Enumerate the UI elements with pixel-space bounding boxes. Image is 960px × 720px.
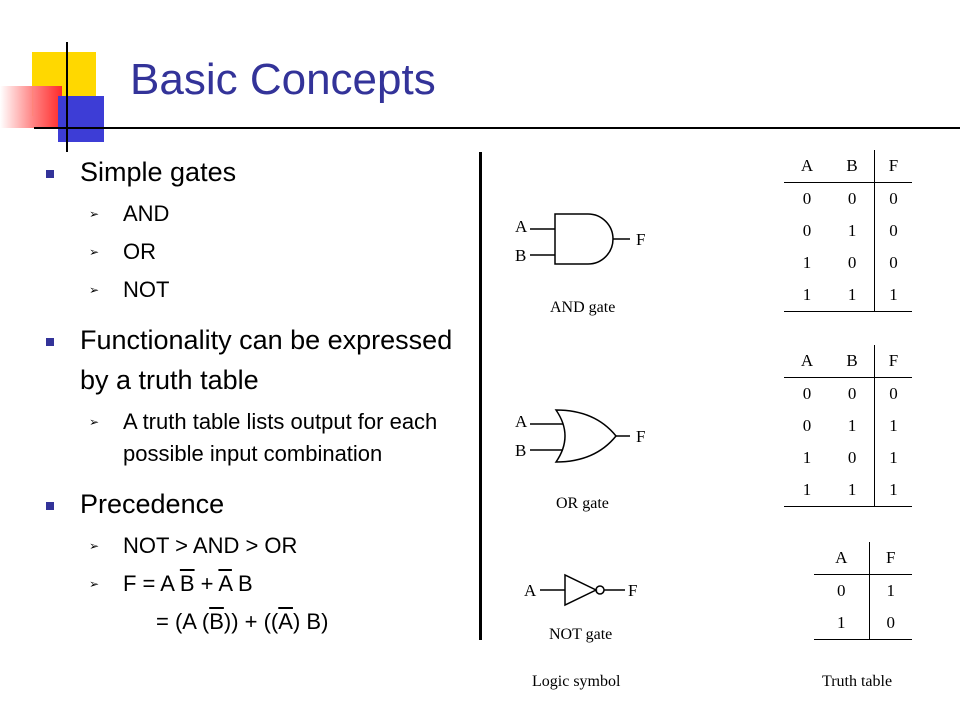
- expr-b-complement: $\overline{B}$: [209, 609, 224, 634]
- or-gate-symbol: [530, 410, 630, 462]
- truth-table-caption: Truth table: [822, 673, 893, 690]
- table-header: F: [875, 345, 912, 378]
- and-gate-caption: AND gate: [550, 299, 616, 316]
- expr-b-complement: $\overline{B}$: [179, 571, 195, 596]
- table-cell: 1: [875, 410, 912, 442]
- table-cell: 0: [837, 581, 846, 600]
- not-truth-table: [814, 542, 912, 640]
- table-cell: 0: [875, 378, 912, 411]
- arrow-bullet-icon: ➢: [89, 207, 100, 221]
- table-row: [784, 474, 912, 507]
- and-output-f: F: [636, 230, 646, 249]
- expr-part: F = A: [123, 571, 180, 596]
- expr-a-complement: $\overline{A}$: [278, 609, 293, 634]
- table-row: [784, 442, 912, 474]
- table-cell: 0: [847, 189, 857, 208]
- not-input-a: A: [524, 581, 537, 600]
- slide-title: Basic Concepts: [130, 55, 436, 104]
- or-input-a: A: [515, 412, 528, 431]
- table-cell: 0: [802, 416, 812, 435]
- and-gate-symbol: [530, 214, 630, 264]
- or-input-b: B: [515, 441, 527, 460]
- expr-part: )) + ((: [223, 609, 279, 634]
- expr-part: B: [231, 571, 253, 596]
- expr-part: = (A (: [156, 609, 210, 634]
- table-cell: 1: [830, 474, 874, 507]
- bullet-precedence: Precedence: [46, 484, 466, 524]
- table-row: [784, 215, 912, 247]
- bullet-functionality: Functionality can be expressed by a truth table: [46, 320, 466, 400]
- table-cell: 1: [847, 416, 857, 435]
- arrow-bullet-icon: ➢: [89, 539, 100, 553]
- table-cell: 0: [875, 215, 912, 247]
- table-header: B: [830, 345, 874, 378]
- table-row: [784, 247, 912, 279]
- arrow-bullet-icon: ➢: [89, 283, 100, 297]
- table-cell: 1: [802, 448, 812, 467]
- table-header: A: [784, 345, 830, 378]
- table-cell: 0: [802, 384, 812, 403]
- table-row: [784, 279, 912, 312]
- and-input-a: A: [515, 217, 528, 236]
- logic-symbol-caption: Logic symbol: [532, 673, 621, 690]
- table-header: F: [875, 150, 912, 183]
- table-cell: 0: [802, 221, 812, 240]
- table-header: A: [814, 542, 869, 575]
- sub-bullet-text: A truth table lists output for each possible input combination: [123, 409, 438, 466]
- table-row: [814, 575, 912, 608]
- or-gate-caption: OR gate: [556, 495, 609, 512]
- table-cell: 1: [784, 474, 830, 507]
- or-output-f: F: [636, 427, 646, 446]
- not-gate-symbol: [540, 575, 625, 605]
- arrow-bullet-icon: ➢: [89, 245, 100, 259]
- table-row: [784, 410, 912, 442]
- table-cell: 1: [875, 474, 912, 507]
- table-cell: 0: [847, 253, 857, 272]
- table-row: [814, 607, 912, 640]
- table-cell: 1: [847, 221, 857, 240]
- and-input-b: B: [515, 246, 527, 265]
- table-header: B: [830, 150, 874, 183]
- table-cell: 0: [875, 183, 912, 216]
- and-truth-table: [784, 150, 912, 312]
- table-cell: 0: [847, 448, 857, 467]
- table-cell: 1: [784, 279, 830, 312]
- table-cell: 1: [875, 442, 912, 474]
- table-cell: 1: [869, 575, 912, 608]
- table-header: F: [869, 542, 912, 575]
- expr-part: +: [194, 571, 219, 596]
- table-row: [784, 183, 912, 216]
- table-row: [784, 378, 912, 411]
- table-cell: 1: [814, 607, 869, 640]
- sub-bullet-text: NOT > AND > OR: [123, 533, 298, 558]
- not-output-f: F: [628, 581, 638, 600]
- bullet-simple-gates: Simple gates: [46, 152, 466, 192]
- table-cell: 0: [875, 247, 912, 279]
- expr-part: ) B): [292, 609, 329, 634]
- or-truth-table: [784, 345, 912, 507]
- table-cell: 1: [802, 253, 812, 272]
- not-gate-caption: NOT gate: [549, 626, 613, 643]
- sub-bullet-text: AND: [123, 201, 170, 226]
- table-cell: 0: [802, 189, 812, 208]
- table-cell: 0: [869, 607, 912, 640]
- sub-bullet-text: OR: [123, 239, 156, 264]
- arrow-bullet-icon: ➢: [89, 415, 100, 429]
- table-cell: 1: [830, 279, 874, 312]
- table-cell: 1: [875, 279, 912, 312]
- sub-bullet-text: NOT: [123, 277, 170, 302]
- expr-a-complement: $\overline{A}$: [218, 571, 232, 596]
- table-cell: 0: [847, 384, 857, 403]
- arrow-bullet-icon: ➢: [89, 577, 100, 591]
- table-header: A: [784, 150, 830, 183]
